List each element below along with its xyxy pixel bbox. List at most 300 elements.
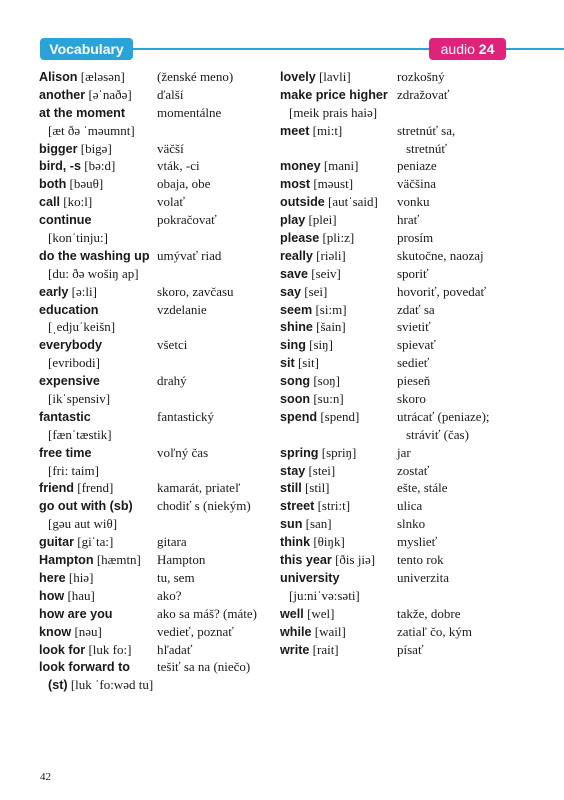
vocab-entry — [39, 68, 271, 86]
vocab-entry-line — [39, 658, 271, 676]
english-term — [280, 587, 406, 605]
vocab-entry — [39, 211, 271, 247]
vocab-entry — [280, 229, 540, 247]
english-term — [280, 336, 397, 354]
page-number: 42 — [40, 771, 51, 783]
english-term — [280, 515, 397, 533]
english-term — [39, 587, 157, 605]
slovak-translation: spievať — [397, 337, 436, 353]
pronunciation: [æt ðə ˈməumnt] — [48, 122, 135, 138]
vocabulary-tab — [40, 38, 133, 60]
vocab-entry-line — [280, 247, 540, 265]
vocab-entry — [280, 354, 540, 372]
slovak-translation: tu, sem — [157, 569, 195, 585]
vocab-entry — [280, 605, 540, 623]
headword: expensive — [39, 374, 100, 389]
vocab-entry — [280, 283, 540, 301]
vocab-entry-line — [280, 336, 540, 354]
english-term — [280, 569, 397, 587]
english-term — [280, 211, 397, 229]
headword: another — [39, 87, 86, 102]
pronunciation: [luk ˈfo:wəd tu] — [70, 677, 154, 693]
vocab-entry — [280, 122, 540, 158]
headword: money — [280, 159, 321, 174]
vocab-entry — [280, 444, 540, 462]
headword: Alison — [39, 70, 78, 84]
vocab-entry-line — [39, 497, 271, 515]
english-term — [280, 497, 397, 515]
english-term — [280, 140, 397, 158]
vocab-entry-line — [280, 587, 540, 605]
slovak-translation: tešiť sa na (niečo) — [157, 659, 251, 675]
english-term — [39, 497, 157, 515]
english-term — [280, 68, 397, 86]
pronunciation: [ko:l] — [63, 194, 93, 210]
english-term — [39, 265, 166, 283]
headword: most — [280, 177, 311, 192]
vocab-entry — [280, 497, 540, 515]
vocab-entry-line — [39, 426, 271, 444]
slovak-translation: vonku — [397, 194, 430, 210]
slovak-translation: všetci — [157, 337, 188, 353]
vocab-entry — [39, 658, 271, 694]
vocab-entry-line — [39, 157, 271, 175]
slovak-translation: utrácať (peniaze); — [397, 408, 490, 424]
slovak-translation: stráviť (čas) — [406, 426, 469, 442]
english-term — [280, 157, 397, 175]
slovak-translation: obaja, obe — [157, 176, 211, 192]
english-term — [280, 265, 397, 283]
headword: lovely — [280, 70, 316, 84]
english-term — [280, 426, 397, 444]
slovak-translation: prosím — [397, 230, 434, 246]
headword: continue — [39, 213, 92, 228]
headword: Hampton — [39, 553, 94, 568]
vocab-entry-line — [280, 318, 540, 336]
pronunciation: [hiə] — [68, 569, 94, 585]
english-term — [280, 247, 397, 265]
english-term — [280, 372, 397, 390]
headword: still — [280, 481, 302, 496]
vocab-entry — [280, 623, 540, 641]
english-term — [39, 86, 157, 104]
vocab-entry-line — [280, 533, 540, 551]
slovak-translation: sporiť — [397, 265, 429, 281]
pronunciation: [əˈnaðə] — [88, 86, 132, 102]
vocab-entry — [280, 68, 540, 86]
headword: sun — [280, 517, 303, 532]
vocab-entry — [39, 140, 271, 158]
vocab-entry — [280, 157, 540, 175]
headword: spring — [280, 445, 319, 460]
english-term — [39, 676, 166, 694]
vocab-entry-line — [280, 479, 540, 497]
vocab-entry — [39, 551, 271, 569]
pronunciation: [stil] — [304, 480, 330, 496]
english-term — [39, 104, 157, 122]
headword: fantastic — [39, 409, 91, 424]
pronunciation: [meik prais haiə] — [289, 104, 378, 120]
vocab-entry-line — [280, 104, 540, 122]
vocab-entry-line — [39, 390, 271, 408]
vocab-entry — [39, 497, 271, 533]
slovak-translation: slnko — [397, 516, 426, 532]
english-term — [39, 283, 157, 301]
pronunciation: [stri:t] — [317, 498, 351, 514]
slovak-translation: fantastický — [157, 408, 215, 424]
english-term — [280, 551, 397, 569]
pronunciation: [šain] — [316, 319, 346, 335]
english-term — [39, 515, 166, 533]
vocab-entry-line — [280, 497, 540, 515]
headword: friend — [39, 481, 74, 496]
pronunciation: [sei] — [304, 283, 328, 299]
slovak-translation: ulica — [397, 498, 423, 514]
headword: (st) — [48, 678, 68, 693]
vocab-entry-line — [280, 211, 540, 229]
pronunciation: [si:m] — [315, 301, 347, 317]
slovak-translation — [406, 587, 540, 605]
vocab-entry-line — [280, 372, 540, 390]
pronunciation: [soŋ] — [313, 373, 340, 389]
english-term — [39, 551, 157, 569]
vocab-entry-line — [280, 140, 540, 158]
english-term — [39, 444, 157, 462]
vocab-entry-line — [39, 533, 271, 551]
slovak-translation: skoro, zavčasu — [157, 283, 234, 299]
vocab-entry-line — [39, 140, 271, 158]
headword: at the moment — [39, 105, 126, 120]
english-term — [280, 390, 397, 408]
vocab-entry — [39, 533, 271, 551]
headword: think — [280, 535, 311, 550]
headword: save — [280, 266, 309, 281]
headword: university — [280, 570, 340, 585]
vocab-entry-line — [39, 641, 271, 659]
vocab-entry-line — [39, 336, 271, 354]
pronunciation: [bə:d] — [84, 158, 116, 174]
english-term — [39, 140, 157, 158]
english-term — [39, 68, 157, 86]
vocab-entry — [280, 641, 540, 659]
english-term — [39, 211, 157, 229]
vocab-entry — [280, 193, 540, 211]
slovak-translation: chodiť s (niekým) — [157, 498, 251, 514]
vocab-entry-line — [39, 229, 271, 247]
vocab-entry — [39, 372, 271, 408]
slovak-translation: univerzita — [397, 569, 449, 585]
slovak-translation: pieseň — [397, 373, 431, 389]
vocab-entry-line — [39, 587, 271, 605]
vocab-entry-line — [39, 408, 271, 426]
headword: bigger — [39, 141, 78, 156]
vocab-entry-line — [280, 157, 540, 175]
english-term — [280, 641, 397, 659]
headword: make price higher — [280, 87, 388, 102]
slovak-translation — [166, 318, 271, 336]
slovak-translation: väčší — [157, 140, 184, 156]
english-term — [280, 318, 397, 336]
vocab-entry-line — [280, 623, 540, 641]
vocab-entry-line — [39, 354, 271, 372]
vocab-entry-line — [280, 283, 540, 301]
pronunciation: [bigə] — [80, 140, 112, 156]
slovak-translation: skutočne, naozaj — [397, 247, 484, 263]
english-term — [280, 462, 397, 480]
headword: this year — [280, 553, 332, 568]
headword: outside — [280, 195, 325, 210]
slovak-translation: ešte, stále — [397, 480, 448, 496]
slovak-translation: momentálne — [157, 104, 222, 120]
vocab-entry-line — [39, 283, 271, 301]
headword: look forward to — [39, 660, 130, 675]
pronunciation: [riəli] — [316, 247, 346, 263]
vocab-entry — [280, 265, 540, 283]
pronunciation: [pli:z] — [322, 230, 355, 246]
slovak-translation: peniaze — [397, 158, 437, 174]
vocab-entry — [280, 175, 540, 193]
pronunciation: [æləsən] — [80, 69, 125, 84]
slovak-translation: zatiaľ čo, kým — [397, 623, 472, 639]
english-term — [280, 479, 397, 497]
slovak-translation: jar — [397, 444, 411, 460]
english-term — [39, 605, 157, 623]
vocab-entry-line — [39, 68, 271, 86]
vocab-entry — [280, 462, 540, 480]
slovak-translation: stretnúť sa, — [397, 122, 456, 138]
headword: street — [280, 499, 315, 514]
pronunciation: [fri: taim] — [48, 462, 99, 478]
slovak-translation: písať — [397, 641, 424, 657]
vocab-entry-line — [280, 515, 540, 533]
vocab-entry — [39, 104, 271, 140]
slovak-translation: hľadať — [157, 641, 193, 657]
english-term — [39, 175, 157, 193]
vocab-entry — [280, 390, 540, 408]
vocab-entry-line — [39, 318, 271, 336]
english-term — [39, 372, 157, 390]
english-term — [39, 122, 166, 140]
vocab-entry-line — [39, 175, 271, 193]
english-term — [39, 318, 166, 336]
headword: play — [280, 213, 306, 228]
vocab-entry-line — [39, 605, 271, 623]
english-term — [39, 336, 157, 354]
headword: education — [39, 302, 99, 317]
vocab-entry — [39, 193, 271, 211]
english-term — [39, 426, 166, 444]
headword: go out with (sb) — [39, 499, 133, 514]
audio-label: audio — [440, 41, 475, 57]
slovak-translation: umývať riad — [157, 247, 222, 263]
headword: how — [39, 588, 65, 603]
vocab-entry-line — [280, 229, 540, 247]
pronunciation: [ˌedjuˈkeišn] — [48, 319, 116, 335]
vocab-entry — [39, 247, 271, 283]
vocab-entry-line — [280, 390, 540, 408]
english-term — [39, 229, 166, 247]
vocab-entry-line — [280, 569, 540, 587]
headword: free time — [39, 445, 92, 460]
slovak-translation: voľný čas — [157, 444, 209, 460]
pronunciation: [san] — [305, 516, 332, 532]
english-term — [39, 354, 166, 372]
slovak-translation — [166, 390, 271, 408]
slovak-translation: tento rok — [397, 552, 444, 568]
english-term — [280, 533, 397, 551]
vocabulary-column-left — [39, 68, 271, 694]
audio-track-number: 24 — [478, 41, 495, 57]
slovak-translation: väčšina — [397, 176, 436, 192]
vocab-entry — [39, 408, 271, 444]
english-term — [39, 623, 157, 641]
vocab-entry-line — [280, 408, 540, 426]
vocab-entry — [280, 551, 540, 569]
pronunciation: [ju:niˈvə:səti] — [289, 587, 360, 603]
slovak-translation: volať — [157, 194, 185, 210]
headword: please — [280, 231, 320, 246]
headword: song — [280, 374, 311, 389]
headword: sit — [280, 356, 295, 371]
slovak-translation: ako sa máš? (máte) — [157, 605, 257, 621]
vocab-entry-line — [280, 68, 540, 86]
vocab-entry-line — [280, 301, 540, 319]
slovak-translation — [166, 676, 271, 694]
vocab-entry-line — [280, 444, 540, 462]
slovak-translation — [166, 426, 271, 444]
english-term — [280, 444, 397, 462]
slovak-translation: skoro — [397, 391, 426, 407]
slovak-translation: svietiť — [397, 319, 431, 335]
vocab-entry — [280, 247, 540, 265]
headword: both — [39, 177, 67, 192]
english-term — [280, 283, 397, 301]
pronunciation: [siŋ] — [309, 337, 333, 353]
headword: early — [39, 284, 69, 299]
pronunciation: [rait] — [312, 641, 339, 657]
vocabulary-label: Vocabulary — [49, 41, 124, 57]
english-term — [39, 533, 157, 551]
headword: know — [39, 624, 72, 639]
pronunciation: [plei] — [308, 212, 337, 228]
slovak-translation: hovoriť, povedať — [397, 283, 487, 299]
english-term — [280, 605, 397, 623]
slovak-translation: zdražovať — [397, 86, 450, 102]
slovak-translation: sedieť — [397, 355, 430, 371]
headword: everybody — [39, 338, 102, 353]
slovak-translation — [166, 265, 271, 283]
vocab-entry — [39, 301, 271, 337]
english-term — [280, 175, 397, 193]
slovak-translation: myslieť — [397, 534, 438, 550]
pronunciation: [gəu aut wiθ] — [48, 516, 118, 532]
slovak-translation: hrať — [397, 212, 420, 228]
slovak-translation — [166, 229, 271, 247]
vocabulary-column-right — [280, 68, 540, 658]
headword: say — [280, 284, 302, 299]
headword: soon — [280, 392, 311, 407]
audio-track-badge — [429, 38, 506, 60]
headword: write — [280, 642, 310, 657]
vocab-entry-line — [280, 354, 540, 372]
vocab-entry-line — [280, 462, 540, 480]
vocab-entry-line — [39, 372, 271, 390]
english-term — [39, 569, 157, 587]
vocab-entry — [39, 479, 271, 497]
slovak-translation: vzdelanie — [157, 301, 207, 317]
pronunciation: [ðis jiə] — [335, 552, 376, 568]
headword: call — [39, 195, 61, 210]
english-term — [39, 462, 166, 480]
vocab-entry — [39, 641, 271, 659]
slovak-translation — [166, 462, 271, 480]
slovak-translation: vedieť, poznať — [157, 623, 234, 639]
pronunciation: [frend] — [77, 480, 114, 496]
english-term — [39, 390, 166, 408]
vocab-entry-line — [39, 104, 271, 122]
english-term — [280, 229, 397, 247]
vocab-entry-line — [39, 515, 271, 533]
vocab-entry-line — [280, 175, 540, 193]
english-term — [280, 104, 406, 122]
vocab-entry — [39, 444, 271, 480]
pronunciation: [hau] — [67, 587, 95, 603]
pronunciation: [nəu] — [74, 623, 102, 639]
english-term — [280, 122, 397, 140]
english-term — [39, 157, 157, 175]
vocab-entry — [280, 211, 540, 229]
pronunciation: [su:n] — [313, 391, 344, 407]
vocab-entry — [280, 86, 540, 122]
pronunciation: [wel] — [307, 605, 335, 621]
vocab-entry-line — [280, 426, 540, 444]
vocab-entry-line — [39, 265, 271, 283]
slovak-translation: vták, -ci — [157, 158, 200, 174]
english-term — [280, 86, 397, 104]
vocab-entry — [280, 336, 540, 354]
headword: well — [280, 606, 304, 621]
vocab-entry-line — [39, 462, 271, 480]
vocab-entry-line — [39, 301, 271, 319]
slovak-translation — [166, 122, 271, 140]
pronunciation: [bəuθ] — [69, 176, 104, 192]
headword: guitar — [39, 535, 74, 550]
slovak-translation: takže, dobre — [397, 605, 461, 621]
english-term — [280, 623, 397, 641]
vocab-entry-line — [39, 193, 271, 211]
vocab-entry-line — [280, 122, 540, 140]
vocab-entry — [280, 301, 540, 319]
slovak-translation: drahý — [157, 373, 187, 389]
english-term — [280, 408, 397, 426]
english-term — [39, 658, 157, 676]
vocab-entry-line — [39, 247, 271, 265]
vocab-entry — [39, 157, 271, 175]
vocab-entry — [39, 86, 271, 104]
slovak-translation: ako? — [157, 587, 182, 603]
slovak-translation: zostať — [397, 462, 430, 478]
english-term — [39, 247, 157, 265]
vocab-entry-line — [280, 86, 540, 104]
pronunciation: [mani] — [323, 158, 359, 174]
english-term — [39, 408, 157, 426]
vocab-entry — [39, 605, 271, 623]
headword: how are you — [39, 606, 113, 621]
headword: shine — [280, 320, 313, 335]
pronunciation: [wail] — [314, 623, 346, 639]
english-term — [280, 301, 397, 319]
headword: look for — [39, 642, 86, 657]
